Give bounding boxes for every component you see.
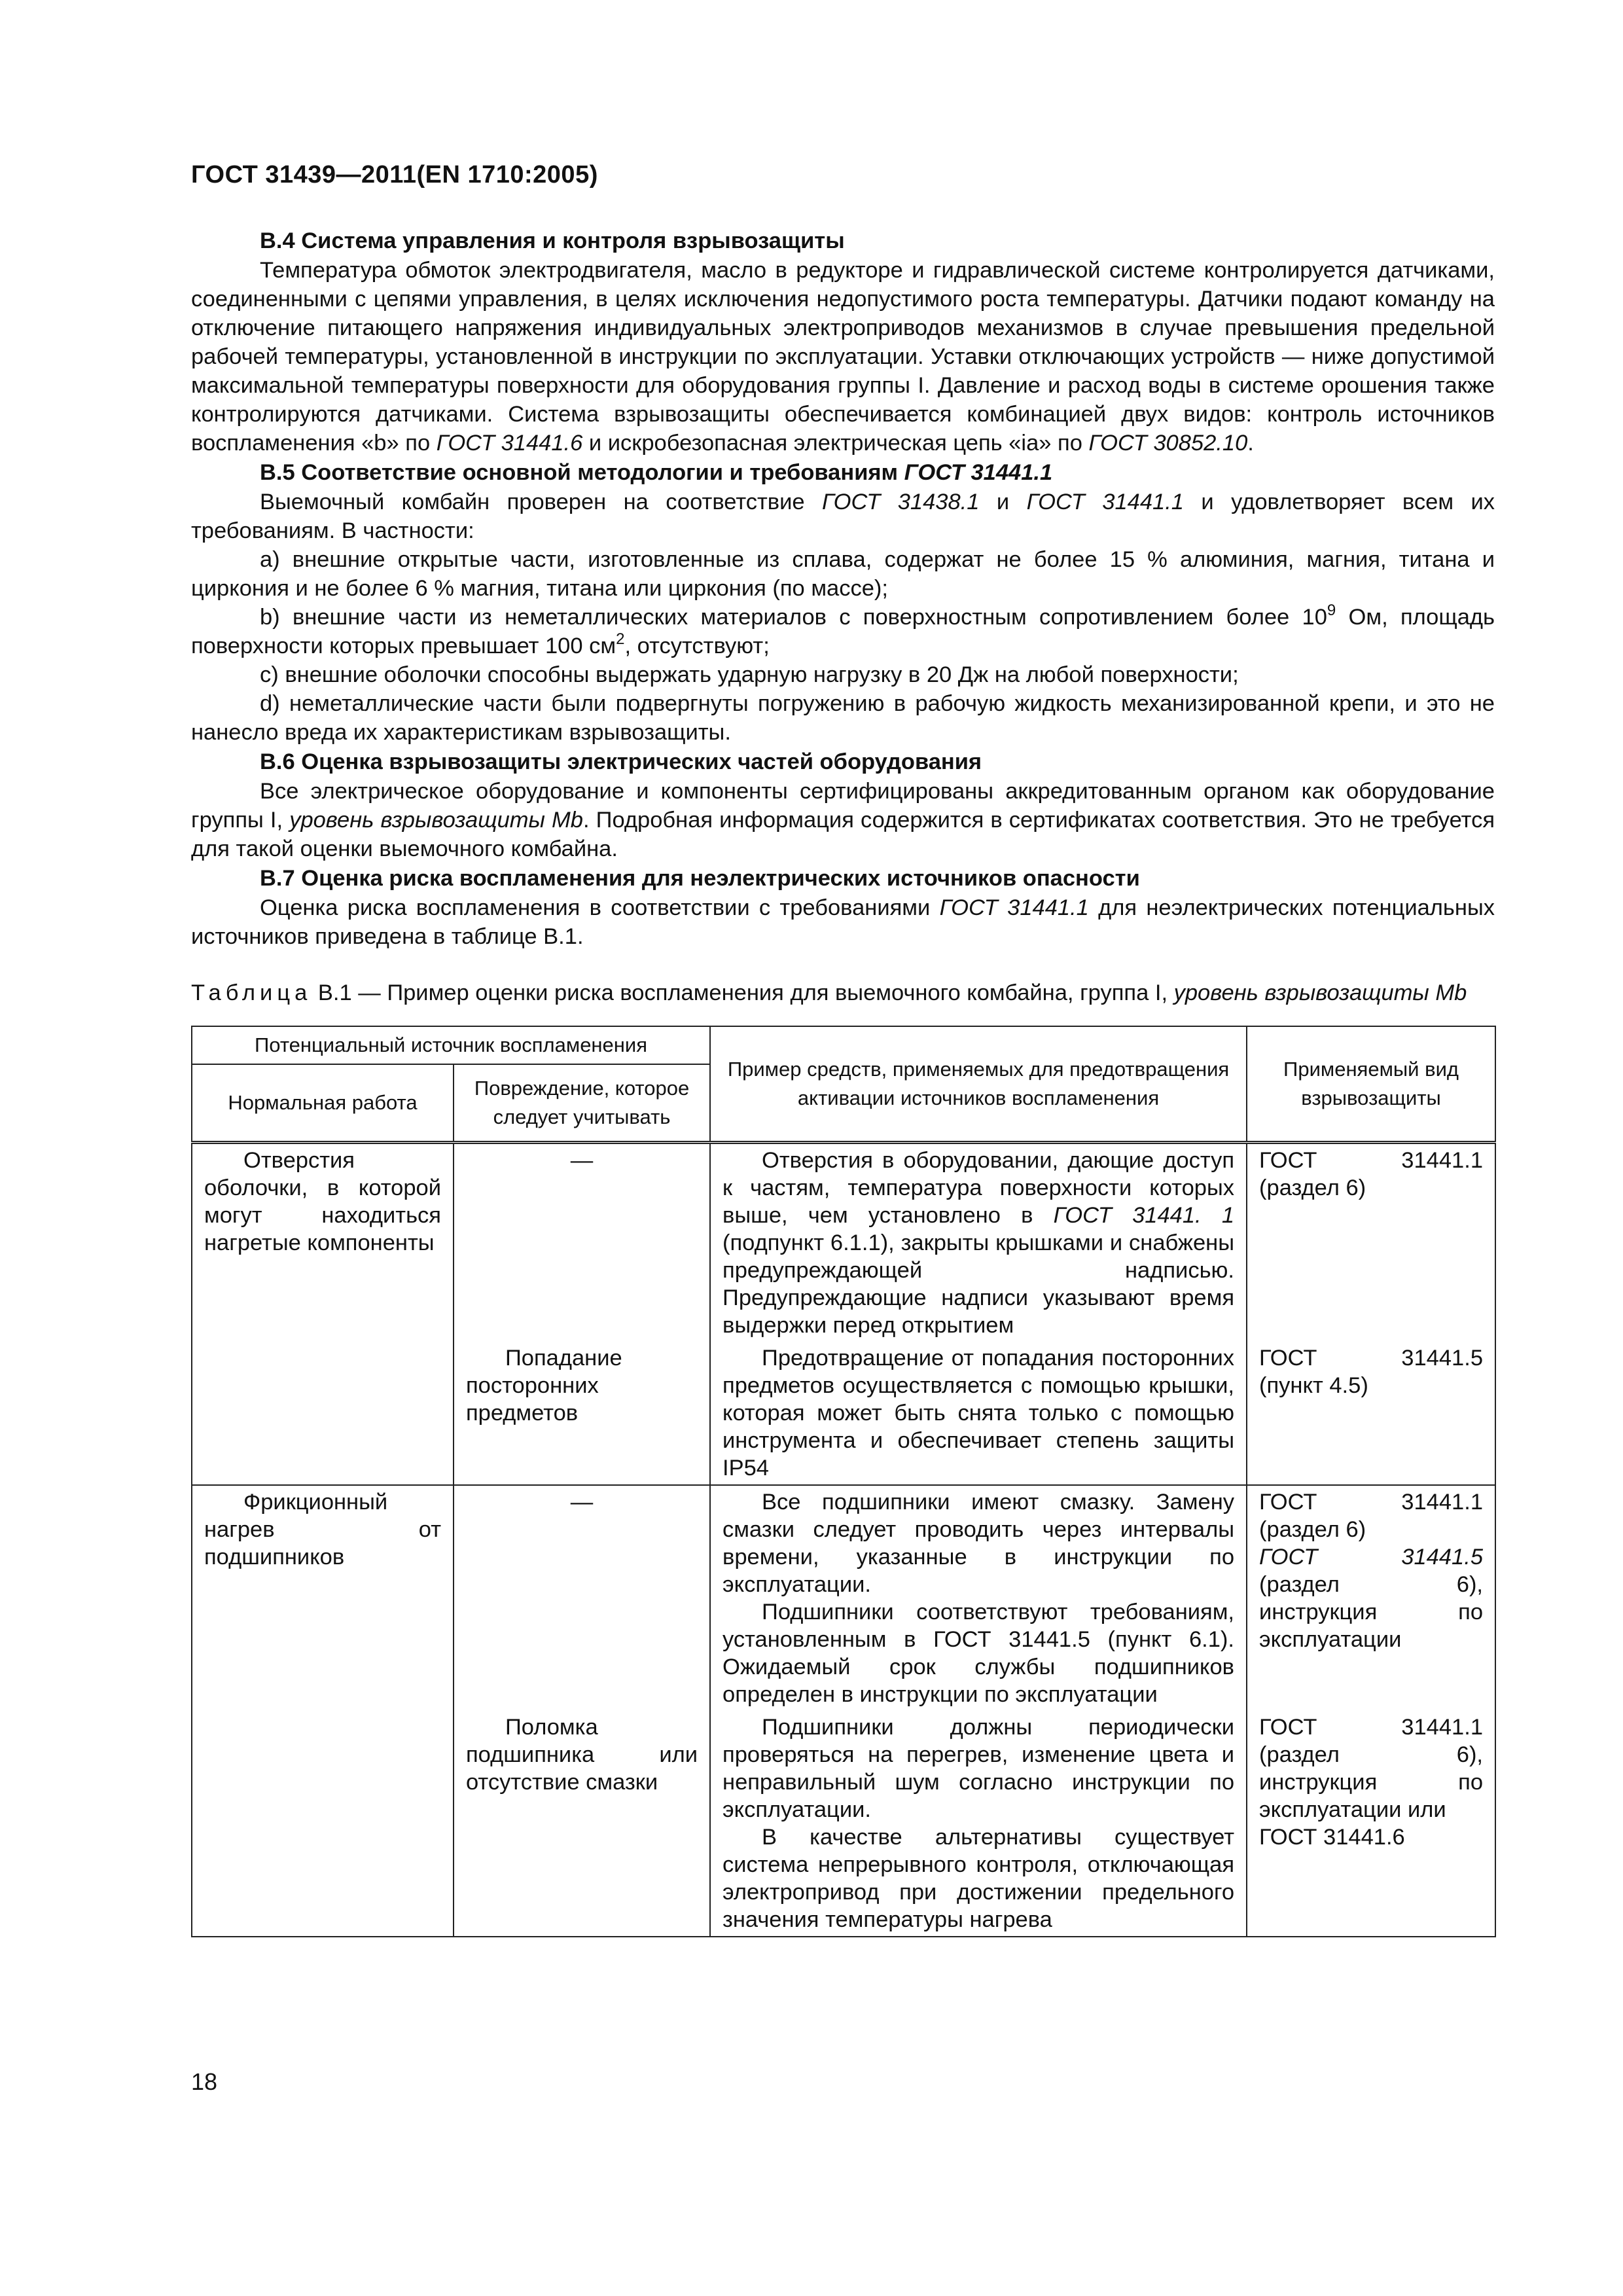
header-measures: Пример средств, применяемых для предотвращения активации источников воспламенения xyxy=(710,1026,1247,1143)
table-row xyxy=(192,1485,1495,1711)
section-b6-paragraph: Все электрическое оборудование и компоненты сертифицированы аккредитованным органом как оборудование группы I, уровень взрывозащиты Mb. Подробная информация содержится в сертификатах соответствия. Это не требуется для такой оценки выемочного комбайна. xyxy=(191,779,1495,861)
list-item-c: c) внешние оболочки способны выдержать ударную нагрузку в 20 Дж на любой поверхности; xyxy=(260,662,1239,687)
header-protection: Применяемый вид взрывозащиты xyxy=(1247,1026,1495,1143)
header-potential-source: Потенциальный источник воспламенения xyxy=(192,1026,710,1064)
cell-damage: Поломка подшипника или отсутствие смазки xyxy=(454,1711,710,1937)
cell-protection: ГОСТ 31441.5 (пункт 4.5) xyxy=(1247,1342,1495,1485)
ignition-risk-table xyxy=(191,1026,1496,1937)
document-header: ГОСТ 31439—2011(EN 1710:2005) xyxy=(191,161,598,188)
header-damage: Повреждение, которое следует учитывать xyxy=(454,1064,710,1143)
cell-normal-operation xyxy=(192,1342,454,1485)
section-b6-title: В.6 Оценка взрывозащиты электрических частей оборудования xyxy=(260,749,982,774)
cell-measures: Все подшипники имеют смазку. Замену смазки следует проводить через интервалы времени, указанные в инструкции по эксплуатации. Подшипники соответствуют требованиям, установленным в ГОСТ 31441.5 (пункт 6.1). Ожидаемый срок службы подшипников определен в инструкции по эксплуатации xyxy=(710,1485,1247,1711)
cell-measures: Предотвращение от попадания посторонних предметов осуществляется с помощью крышки, которая может быть снята только с помощью инструмента и обеспечивает степень защиты IP54 xyxy=(710,1342,1247,1485)
section-b4-paragraph: Температура обмоток электродвигателя, масло в редукторе и гидравлической системе контролируется датчиками, соединенными с цепями управления, в целях исключения недопустимого роста температуры. Датчики подают команду на отключение питающего напряжения индивидуальных электроприводов механизмов в случае превышения предельной рабочей температуры, установленной в инструкции по эксплуатации. Уставки отключающих устройств — ниже допустимой максимальной температуры поверхности для оборудования группы I. Давление и расход воды в системе орошения также контролируются датчиками. Система взрывозащиты обеспечивается комбинацией двух видов: контроль источников воспламенения «b» по ГОСТ 31441.6 и искробезопасная электрическая цепь «ia» по ГОСТ 30852.10. xyxy=(191,258,1495,456)
table-caption: Таблица В.1 — Пример оценки риска воспламенения для выемочного комбайна, группа I, уровень взрывозащиты Mb xyxy=(191,980,1467,1005)
cell-damage: — xyxy=(454,1143,710,1342)
section-b7-paragraph: Оценка риска воспламенения в соответствии с требованиями ГОСТ 31441.1 для неэлектрических потенциальных источников приведена в таблице В.1. xyxy=(191,895,1495,949)
section-b5-title: В.5 Соответствие основной методологии и требованиям ГОСТ 31441.1 xyxy=(260,460,1053,485)
list-item-b: b) внешние части из неметаллических материалов с поверхностным сопротивлением более $10^9$ Ом, площадь поверхности которых превышает 100 $см^2$, отсутствуют; xyxy=(191,601,1495,658)
cell-damage: — xyxy=(454,1485,710,1711)
cell-normal-operation xyxy=(192,1711,454,1937)
cell-normal-operation: Фрикционный нагрев от подшипников xyxy=(192,1485,454,1711)
list-item-a: a) внешние открытые части, изготовленные из сплава, содержат не более 15 % алюминия, магния, титана и циркония и не более 6 % магния, титана или циркония (по массе); xyxy=(191,547,1495,601)
cell-damage: Попадание посторонних предметов xyxy=(454,1342,710,1485)
table-row xyxy=(192,1711,1495,1937)
header-normal-operation: Нормальная работа xyxy=(192,1064,454,1143)
section-b5-paragraph: Выемочный комбайн проверен на соответствие ГОСТ 31438.1 и ГОСТ 31441.1 и удовлетворяет всем их требованиям. В частности: xyxy=(191,490,1495,543)
cell-normal-operation: Отверстия оболочки, в которой могут находиться нагретые компоненты xyxy=(192,1143,454,1342)
cell-measures: Отверстия в оборудовании, дающие доступ к частям, температура поверхности которых выше, чем установлено в ГОСТ 31441. 1 (подпункт 6.1.1), закрыты крышками и снабжены предупреждающей надписью. Предупреждающие надписи указывают время выдержки перед открытием xyxy=(710,1143,1247,1342)
cell-protection: ГОСТ 31441.1 (раздел 6), инструкция по эксплуатации или ГОСТ 31441.6 xyxy=(1247,1711,1495,1937)
section-b7-title: В.7 Оценка риска воспламенения для неэлектрических источников опасности xyxy=(260,866,1140,891)
table-row xyxy=(192,1342,1495,1485)
document-body xyxy=(191,226,1495,1937)
list-item-d: d) неметаллические части были подвергнуты погружению в рабочую жидкость механизированной крепи, и это не нанесло вреда их характеристикам взрывозащиты. xyxy=(191,691,1495,745)
cell-protection: ГОСТ 31441.1 (раздел 6) ГОСТ 31441.5 (раздел 6), инструкция по эксплуатации xyxy=(1247,1485,1495,1711)
table-row xyxy=(192,1143,1495,1342)
cell-protection: ГОСТ 31441.1 (раздел 6) xyxy=(1247,1143,1495,1342)
cell-measures: Подшипники должны периодически проверяться на перегрев, изменение цвета и неправильный шум согласно инструкции по эксплуатации. В качестве альтернативы существует система непрерывного контроля, отключающая электропривод при достижении предельного значения температуры нагрева xyxy=(710,1711,1247,1937)
page-number: 18 xyxy=(191,2068,218,2095)
section-b4-title: В.4 Система управления и контроля взрывозащиты xyxy=(260,228,845,253)
